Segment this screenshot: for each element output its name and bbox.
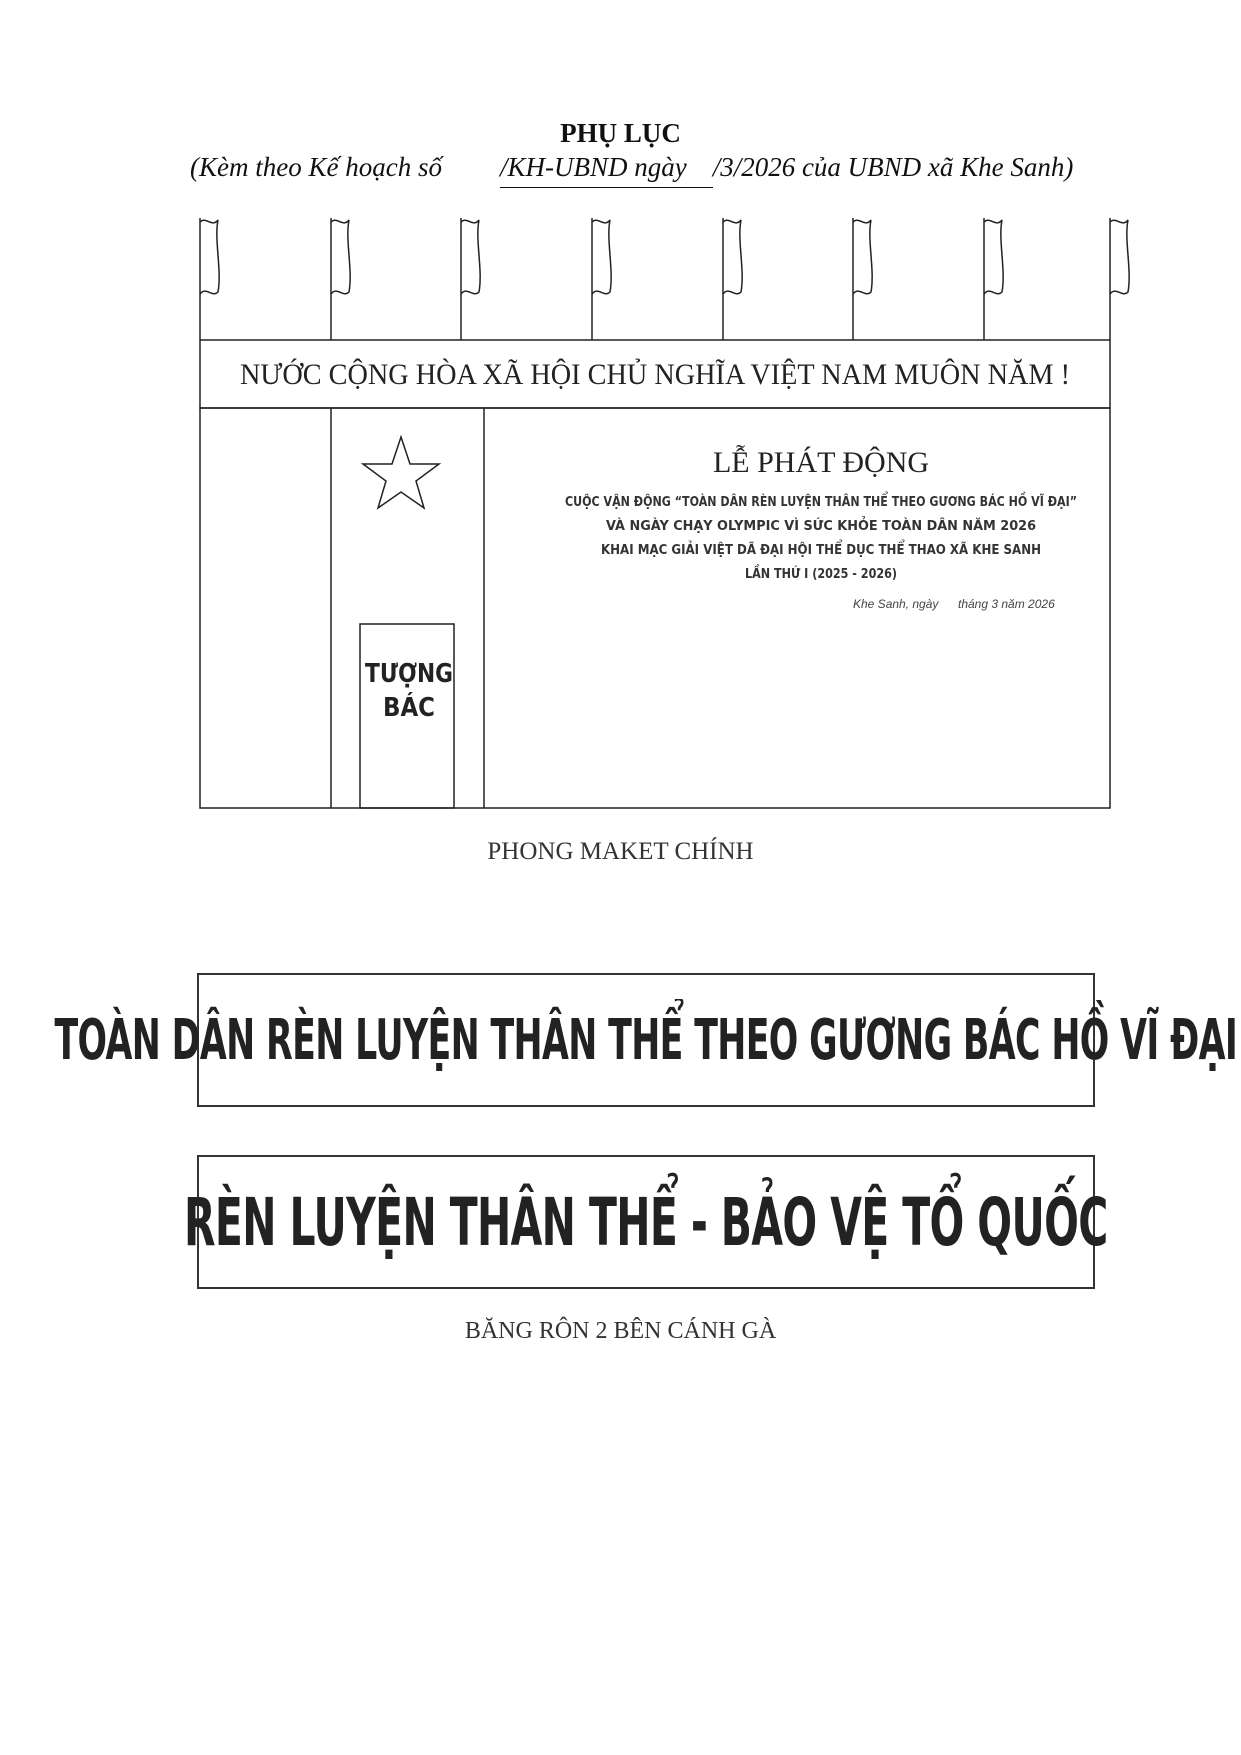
flag-icon	[200, 220, 219, 294]
event-date-part1: Khe Sanh, ngày	[853, 597, 939, 611]
event-title: LỄ PHÁT ĐỘNG	[712, 446, 930, 479]
event-line-2: VÀ NGÀY CHẠY OLYMPIC VÌ SỨC KHỎE TOÀN DÂN NĂM 2026	[606, 519, 1042, 534]
banner-1-text: TOÀN DÂN RÈN LUYỆN THÂN THỂ THEO GƯƠNG BÁC HỒ VĨ ĐẠI	[54, 1007, 1238, 1073]
flag-icon	[461, 220, 480, 294]
main-stage-mockup	[0, 0, 1241, 830]
stage-frame	[200, 340, 1166, 808]
statue-label-line2: BÁC	[383, 693, 443, 723]
statue-label-line1: TƯỢNG	[365, 659, 453, 689]
flag-icon	[1110, 220, 1129, 294]
subtitle-part3: /3/2026 của UBND xã Khe Sanh)	[712, 152, 1074, 182]
banner-2-text: RÈN LUYỆN THÂN THỂ - BẢO VỆ TỔ QUỐC	[184, 1183, 1108, 1261]
flag-row	[200, 218, 1129, 340]
event-line-3: KHAI MẠC GIẢI VIỆT DÃ ĐẠI HỘI THỂ DỤC THỂ THAO XÃ KHE SANH	[601, 543, 1085, 558]
banner-1	[54, 973, 1238, 1107]
banner-2	[184, 1155, 1108, 1289]
flag-icon	[723, 220, 742, 294]
event-date-part2: tháng 3 năm 2026	[958, 597, 1055, 611]
top-slogan: NƯỚC CỘNG HÒA XÃ HỘI CHỦ NGHĨA VIỆT NAM MUÔN NĂM !	[240, 358, 1070, 391]
flag-icon	[984, 220, 1003, 294]
banner-caption: BĂNG RÔN 2 BÊN CÁNH GÀ	[464, 1318, 777, 1344]
event-line-1: CUỘC VẬN ĐỘNG “TOÀN DÂN RÈN LUYỆN THÂN THỂ THEO GƯƠNG BÁC HỒ VĨ ĐẠI”	[565, 495, 1166, 510]
subtitle-part2: /KH-UBND ngày	[500, 152, 687, 188]
flag-icon	[331, 220, 350, 294]
document-title: PHỤ LỤC	[560, 118, 681, 148]
subtitle-part1: (Kèm theo Kế hoạch số	[190, 152, 442, 182]
flag-icon	[853, 220, 872, 294]
flag-icon	[592, 220, 611, 294]
star-icon	[363, 437, 439, 508]
maket-caption: PHONG MAKET CHÍNH	[487, 838, 754, 865]
event-line-4: LẦN THỨ I (2025 - 2026)	[745, 567, 922, 582]
